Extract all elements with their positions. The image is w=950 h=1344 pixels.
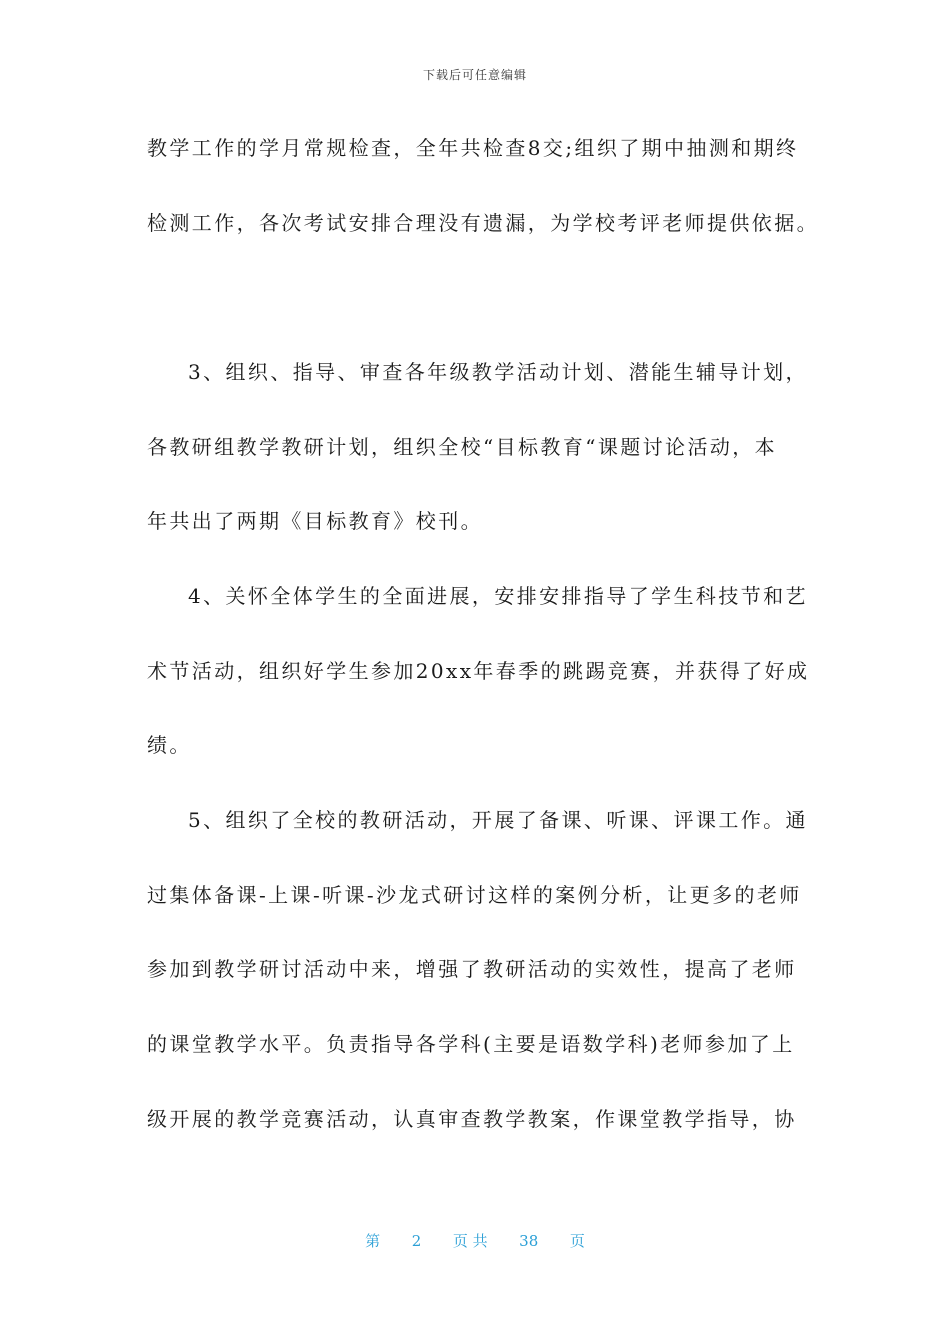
body-line-5: 年共出了两期《目标教育》校刊。 — [147, 509, 483, 533]
body-line-11: 参加到教学研讨活动中来，增强了教研活动的实效性，提高了老师 — [147, 957, 797, 981]
body-line-12: 的课堂教学水平。负责指导各学科(主要是语数学科)老师参加了上 — [147, 1032, 795, 1056]
footer-suffix: 页 — [569, 1232, 585, 1250]
body-line-2: 检测工作，各次考试安排合理没有遗漏，为学校考评老师提供依据。 — [147, 211, 819, 235]
footer-middle: 页 共 — [452, 1232, 488, 1250]
body-line-8: 绩。 — [147, 733, 192, 757]
body-line-1: 教学工作的学月常规检查，全年共检查8交;组织了期中抽测和期终 — [147, 136, 799, 160]
footer-current-page: 2 — [411, 1232, 422, 1250]
body-line-9: 5、组织了全校的教研活动，开展了备课、听课、评课工作。通 — [188, 808, 808, 832]
body-line-3: 3、组织、指导、审查各年级教学活动计划、潜能生辅导计划， — [188, 360, 808, 384]
body-line-4: 各教研组教学教研计划，组织全校“目标教育“课题讨论活动，本 — [147, 435, 778, 459]
footer-total-pages: 38 — [519, 1232, 539, 1250]
page-footer — [0, 1230, 950, 1251]
header-note: 下载后可任意编辑 — [422, 68, 527, 82]
footer-prefix: 第 — [365, 1232, 381, 1250]
body-line-6: 4、关怀全体学生的全面进展，安排安排指导了学生科技节和艺 — [188, 584, 808, 608]
body-line-7: 术节活动，组织好学生参加20xx年春季的跳踢竞赛，并获得了好成 — [147, 659, 810, 683]
body-line-10: 过集体备课-上课-听课-沙龙式研讨这样的案例分析，让更多的老师 — [147, 883, 802, 907]
body-line-13: 级开展的教学竞赛活动，认真审查教学教案，作课堂教学指导，协 — [147, 1107, 797, 1131]
